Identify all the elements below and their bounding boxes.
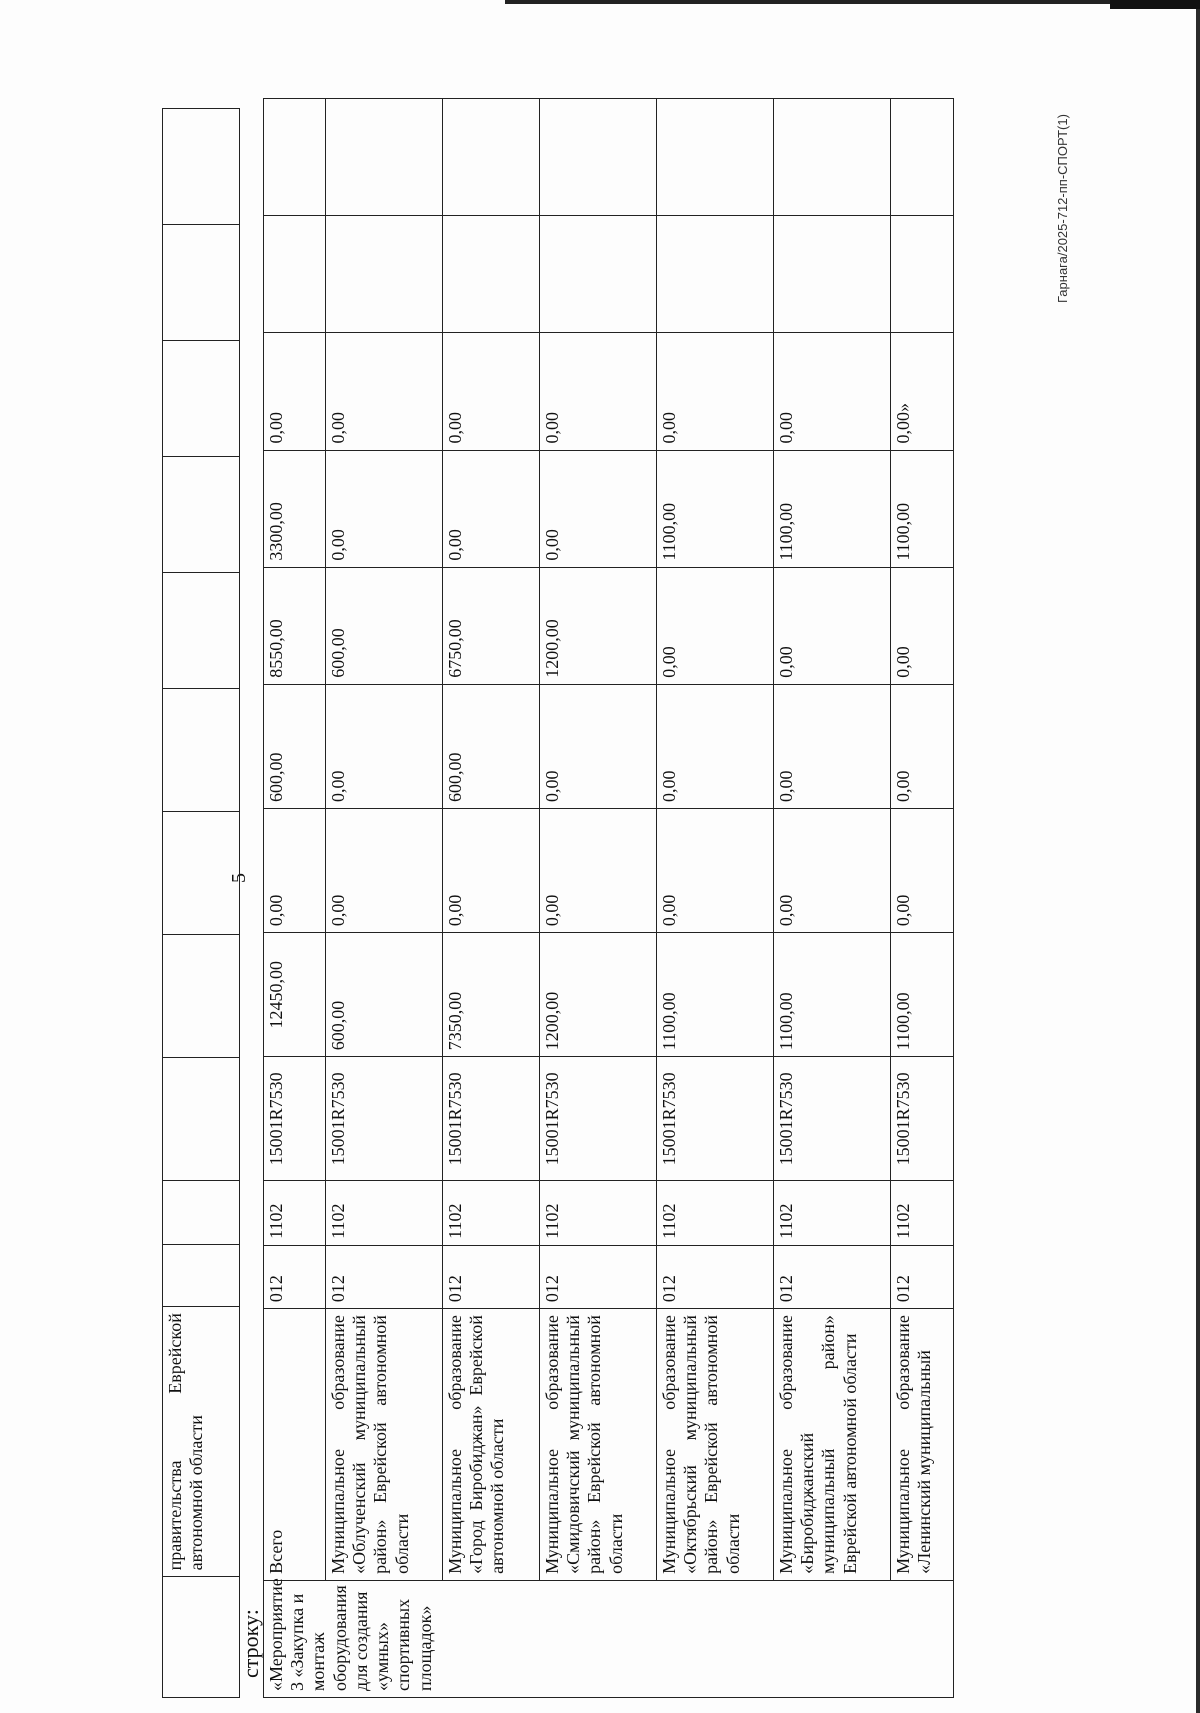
- value-cell: 0,00: [657, 333, 774, 450]
- table-cell: [163, 573, 240, 689]
- value-cell: 12450,00: [264, 933, 326, 1057]
- value-cell: 0,00: [774, 808, 891, 932]
- value-cell: 0,00: [326, 684, 443, 808]
- row-name: Муниципальное образование «Город Биробиджан» Еврейской автономной области: [443, 1309, 540, 1581]
- code-cell: 1102: [657, 1181, 774, 1245]
- value-cell: 7350,00: [443, 933, 540, 1057]
- code-cell: 15001R7530: [657, 1057, 774, 1181]
- code-cell: 012: [891, 1245, 954, 1308]
- table-cell: [443, 99, 540, 216]
- table-cell: [326, 99, 443, 216]
- table-cell: [163, 1180, 240, 1244]
- value-cell: 600,00: [326, 933, 443, 1057]
- table-cell: [163, 811, 240, 934]
- document-code: Гарнага/2025-712-пп-СПОРТ(1): [1055, 114, 1070, 303]
- code-cell: 012: [774, 1245, 891, 1308]
- value-cell: 1100,00: [891, 450, 954, 567]
- table-cell: [163, 1244, 240, 1307]
- table-row: [443, 99, 540, 1698]
- table-row: [540, 99, 657, 1698]
- value-cell: 0,00: [891, 808, 954, 932]
- value-cell: 0,00: [657, 808, 774, 932]
- code-cell: 15001R7530: [443, 1057, 540, 1181]
- table-cell: [774, 216, 891, 333]
- value-cell: 8550,00: [264, 567, 326, 684]
- table-top-fragment: [162, 108, 240, 1698]
- table-cell: [163, 109, 240, 225]
- value-cell: 0,00: [443, 450, 540, 567]
- table-cell: [774, 99, 891, 216]
- table-cell: [657, 216, 774, 333]
- value-cell: 1100,00: [774, 450, 891, 567]
- row-name: Муниципальное образование «Биробиджанский муниципальный район» Еврейской автономной области: [774, 1309, 891, 1581]
- code-cell: 15001R7530: [264, 1057, 326, 1181]
- code-cell: 012: [326, 1245, 443, 1308]
- code-cell: 012: [540, 1245, 657, 1308]
- table-cell: [657, 99, 774, 216]
- code-cell: 15001R7530: [326, 1057, 443, 1181]
- table-cell: [163, 1577, 240, 1698]
- top-fragment-text: правительства Еврейской автономной области: [163, 1307, 240, 1577]
- value-cell: 0,00: [443, 808, 540, 932]
- code-cell: 1102: [326, 1181, 443, 1245]
- value-cell: 1200,00: [540, 933, 657, 1057]
- value-cell: 0,00: [264, 333, 326, 450]
- value-cell: 0,00: [540, 808, 657, 932]
- value-cell: 0,00: [326, 808, 443, 932]
- row-name: Муниципальное образование «Ленинский муниципальный: [891, 1309, 954, 1581]
- code-cell: 012: [264, 1245, 326, 1308]
- row-name: Муниципальное образование «Октябрьский муниципальный район» Еврейской автономной области: [657, 1309, 774, 1581]
- table-cell: [163, 934, 240, 1057]
- value-cell: 0,00: [774, 684, 891, 808]
- code-cell: 15001R7530: [891, 1057, 954, 1181]
- table-cell: [326, 216, 443, 333]
- table-cell: [264, 216, 326, 333]
- row-name: Всего: [264, 1309, 326, 1581]
- page-number: 5: [228, 873, 250, 883]
- measure-cell: «Мероприятие 3 «Закупка и монтаж оборудования для создания «умных» спортивных площадок»: [264, 1580, 954, 1697]
- value-cell: 0,00»: [891, 333, 954, 450]
- code-cell: 15001R7530: [774, 1057, 891, 1181]
- table-cell: [163, 457, 240, 573]
- value-cell: 0,00: [657, 567, 774, 684]
- table-cell: [891, 99, 954, 216]
- value-cell: 600,00: [326, 567, 443, 684]
- table-row: [264, 99, 326, 1698]
- table-row: [774, 99, 891, 1698]
- value-cell: 0,00: [774, 333, 891, 450]
- scan-top-edge: [505, 0, 1200, 4]
- value-cell: 1100,00: [891, 933, 954, 1057]
- row-name: Муниципальное образование «Смидовичский муниципальный район» Еврейской автономной области: [540, 1309, 657, 1581]
- value-cell: 0,00: [540, 450, 657, 567]
- budget-table: [263, 98, 954, 1698]
- code-cell: 1102: [774, 1181, 891, 1245]
- intro-text: строку:: [238, 1609, 263, 1678]
- value-cell: 0,00: [891, 684, 954, 808]
- code-cell: 012: [443, 1245, 540, 1308]
- table-row: [326, 99, 443, 1698]
- value-cell: 600,00: [264, 684, 326, 808]
- table-cell: [443, 216, 540, 333]
- value-cell: 0,00: [326, 333, 443, 450]
- row-name: Муниципальное образование «Облученский муниципальный район» Еврейской автономной области: [326, 1309, 443, 1581]
- value-cell: 1100,00: [774, 933, 891, 1057]
- table-row: [891, 99, 954, 1698]
- value-cell: 1100,00: [657, 933, 774, 1057]
- table-cell: [540, 216, 657, 333]
- table-cell: [163, 341, 240, 457]
- value-cell: 0,00: [540, 684, 657, 808]
- table-cell: [891, 216, 954, 333]
- table-cell: [163, 689, 240, 812]
- value-cell: 600,00: [443, 684, 540, 808]
- value-cell: 3300,00: [264, 450, 326, 567]
- rotated-page: [160, 13, 1200, 1713]
- value-cell: 0,00: [891, 567, 954, 684]
- table-cell: [163, 1057, 240, 1180]
- code-cell: 1102: [540, 1181, 657, 1245]
- value-cell: 0,00: [264, 808, 326, 932]
- value-cell: 6750,00: [443, 567, 540, 684]
- value-cell: 0,00: [443, 333, 540, 450]
- table-cell: [264, 99, 326, 216]
- code-cell: 15001R7530: [540, 1057, 657, 1181]
- value-cell: 0,00: [657, 684, 774, 808]
- code-cell: 1102: [264, 1181, 326, 1245]
- table-row: [657, 99, 774, 1698]
- value-cell: 1100,00: [657, 450, 774, 567]
- code-cell: 1102: [891, 1181, 954, 1245]
- value-cell: 0,00: [540, 333, 657, 450]
- value-cell: 0,00: [326, 450, 443, 567]
- code-cell: 012: [657, 1245, 774, 1308]
- table-cell: [163, 225, 240, 341]
- value-cell: 1200,00: [540, 567, 657, 684]
- scan-top-corner: [1110, 0, 1200, 9]
- table-cell: [540, 99, 657, 216]
- value-cell: 0,00: [774, 567, 891, 684]
- code-cell: 1102: [443, 1181, 540, 1245]
